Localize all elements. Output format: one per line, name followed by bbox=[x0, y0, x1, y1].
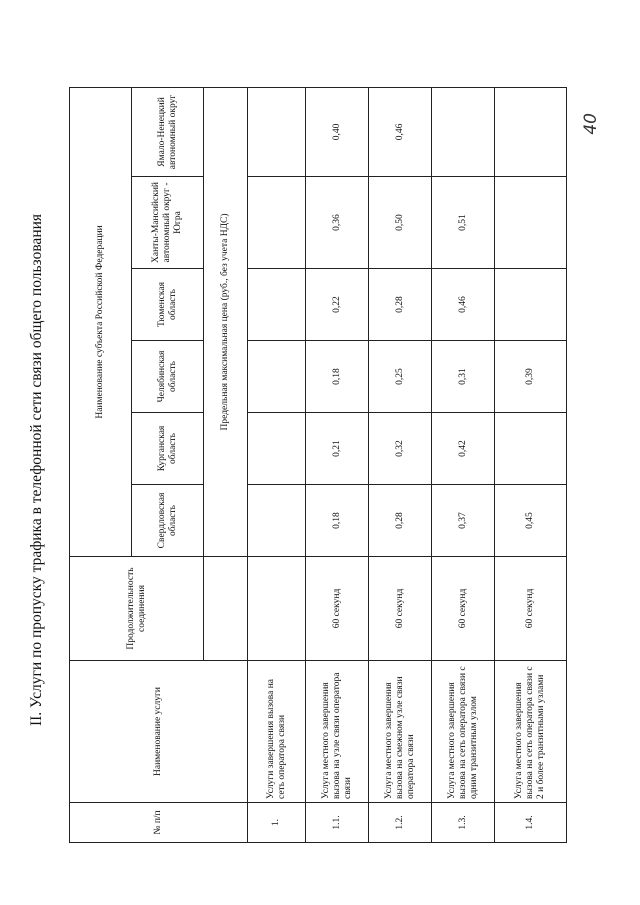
table-row bbox=[369, 87, 432, 842]
price-cell: 0,50 bbox=[369, 177, 432, 269]
price-cell bbox=[432, 87, 495, 176]
header-region: Ямало-Ненецкий автономный округ bbox=[132, 87, 204, 176]
header-price-group: Предельная максимальная цена (руб., без учета НДС) bbox=[204, 87, 248, 556]
price-cell: 0,37 bbox=[432, 485, 495, 557]
price-cell bbox=[495, 413, 567, 485]
service-name: Услуга местного завершения вызова на смежном узле связи оператора связи bbox=[369, 661, 432, 803]
price-cell: 0,46 bbox=[432, 269, 495, 341]
price-cell: 0,28 bbox=[369, 485, 432, 557]
document-title: II. Услуги по пропуску трафика в телефонной сети связи общего пользования bbox=[28, 213, 45, 727]
price-cell bbox=[248, 269, 306, 341]
header-region: Курганская область bbox=[132, 413, 204, 485]
price-cell bbox=[248, 87, 306, 176]
tariff-table bbox=[69, 87, 567, 843]
row-number: 1. bbox=[248, 803, 306, 843]
price-cell: 0,22 bbox=[306, 269, 369, 341]
price-cell bbox=[495, 177, 567, 269]
price-cell: 0,46 bbox=[369, 87, 432, 176]
price-cell bbox=[248, 485, 306, 557]
table-row bbox=[306, 87, 369, 842]
price-cell: 0,32 bbox=[369, 413, 432, 485]
price-cell: 0,36 bbox=[306, 177, 369, 269]
duration-cell: 60 секунд bbox=[306, 557, 369, 661]
header-region: Тюменская область bbox=[132, 269, 204, 341]
header-duration-empty bbox=[204, 557, 248, 661]
duration-cell bbox=[248, 557, 306, 661]
price-cell: 0,39 bbox=[495, 341, 567, 413]
service-name: Услуга местного завершения вызова на сеть оператора связи с одним транзитным узлом bbox=[432, 661, 495, 803]
rotated-page bbox=[25, 85, 615, 855]
table-row bbox=[432, 87, 495, 842]
service-name: Услуги завершения вызова на сеть оператора связи bbox=[248, 661, 306, 803]
page-number: 40 bbox=[581, 113, 601, 135]
price-cell bbox=[495, 269, 567, 341]
service-name: Услуга местного завершения вызова на узле связи оператора связи bbox=[306, 661, 369, 803]
header-region: Ханты-Мансийский автономный округ - Югра bbox=[132, 177, 204, 269]
price-cell: 0,51 bbox=[432, 177, 495, 269]
duration-cell: 60 секунд bbox=[432, 557, 495, 661]
header-region: Челябинская область bbox=[132, 341, 204, 413]
duration-cell: 60 секунд bbox=[369, 557, 432, 661]
header-duration: Продолжительность соединения bbox=[70, 557, 204, 661]
service-name: Услуга местного завершения вызова на сеть оператора связи с 2 и более транзитными узлами bbox=[495, 661, 567, 803]
price-cell: 0,28 bbox=[369, 269, 432, 341]
table-row bbox=[495, 87, 567, 842]
row-number: 1.3. bbox=[432, 803, 495, 843]
price-cell: 0,21 bbox=[306, 413, 369, 485]
header-subject-group: Наименование субъекта Российской Федерации bbox=[70, 87, 132, 556]
header-no: № п/п bbox=[70, 803, 248, 843]
row-number: 1.2. bbox=[369, 803, 432, 843]
price-cell bbox=[495, 87, 567, 176]
price-cell: 0,40 bbox=[306, 87, 369, 176]
price-cell: 0,45 bbox=[495, 485, 567, 557]
price-cell: 0,25 bbox=[369, 341, 432, 413]
price-cell bbox=[248, 413, 306, 485]
price-cell: 0,31 bbox=[432, 341, 495, 413]
price-cell: 0,42 bbox=[432, 413, 495, 485]
duration-cell: 60 секунд bbox=[495, 557, 567, 661]
row-number: 1.1. bbox=[306, 803, 369, 843]
price-cell: 0,18 bbox=[306, 341, 369, 413]
price-cell: 0,18 bbox=[306, 485, 369, 557]
row-number: 1.4. bbox=[495, 803, 567, 843]
price-cell bbox=[248, 177, 306, 269]
header-region: Свердловская область bbox=[132, 485, 204, 557]
price-cell bbox=[248, 341, 306, 413]
header-service: Наименование услуги bbox=[70, 661, 248, 803]
table-row bbox=[248, 87, 306, 842]
